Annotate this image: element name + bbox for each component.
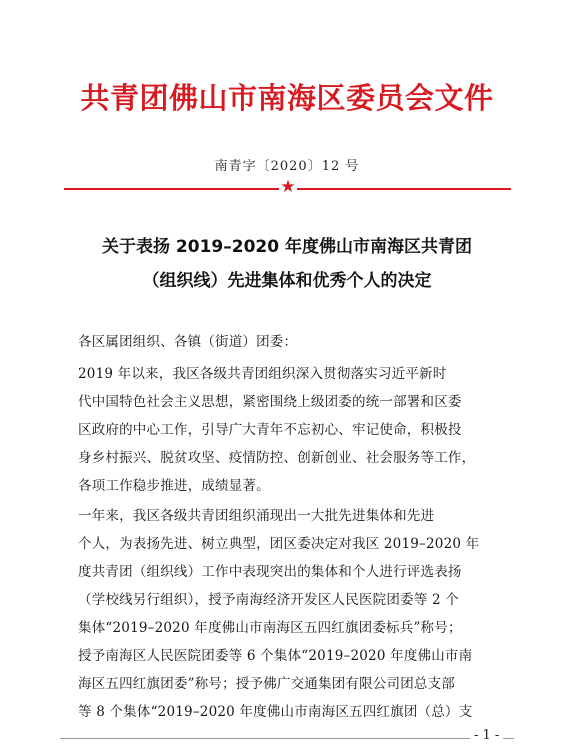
paragraph-2-line-5: 集体“2019–2020 年度佛山市南海区五四红旗团委标兵”称号； (78, 620, 462, 636)
red-star-icon: ★ (280, 177, 296, 197)
paragraph-1-line-3: 区政府的中心工作，引导广大青年不忘初心、牢记使命，积极投 (78, 422, 462, 438)
document-number: 南青字〔2020〕12 号 (214, 159, 360, 174)
red-rule-right (297, 188, 511, 190)
footer-rule (60, 738, 514, 739)
decision-heading-line-1: 关于表扬 2019–2020 年度佛山市南海区共青团 (102, 237, 472, 257)
document-header-title: 共青团佛山市南海区委员会文件 (80, 81, 494, 115)
paragraph-2-line-3: 度共青团（组织线）工作中表现突出的集体和个人进行评选表扬 (78, 564, 462, 580)
paragraph-2-line-4: （学校线另行组织），授予南海经济开发区人民医院团委等 2 个 (78, 592, 459, 608)
paragraph-1-line-4: 身乡村振兴、脱贫攻坚、疫情防控、创新创业、社会服务等工作， (78, 450, 476, 466)
paragraph-1-line-1: 2019 年以来，我区各级共青团组织深入贯彻落实习近平新时 (78, 366, 447, 382)
red-rule-left (64, 188, 279, 190)
paragraph-2-line-8: 等 8 个集体“2019–2020 年度佛山市南海区五四红旗团（总）支 (78, 704, 473, 720)
paragraph-2-line-1: 一年来，我区各级共青团组织涌现出一大批先进集体和先进 (78, 508, 435, 524)
paragraph-2-line-2: 个人，为表扬先进、树立典型，团区委决定对我区 2019–2020 年 (78, 536, 480, 552)
paragraph-2-line-7: 海区五四红旗团委”称号；授予佛广交通集团有限公司团总支部 (78, 676, 456, 692)
page-number: - 1 - (470, 728, 503, 743)
paragraph-1-line-2: 代中国特色社会主义思想，紧密围绕上级团委的统一部署和区委 (78, 394, 462, 410)
decision-heading-line-2: （组织线）先进集体和优秀个人的决定 (142, 271, 432, 291)
salutation: 各区属团组织、各镇（街道）团委： (78, 334, 298, 350)
paragraph-1-line-5: 各项工作稳步推进，成绩显著。 (78, 478, 270, 494)
paragraph-2-line-6: 授予南海区人民医院团委等 6 个集体“2019–2020 年度佛山市南 (78, 648, 473, 664)
